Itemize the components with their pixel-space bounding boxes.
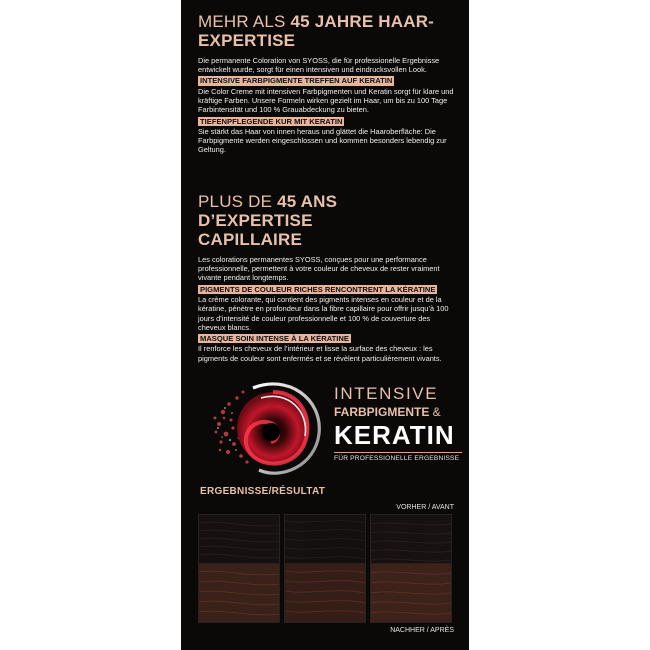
section-french [198, 192, 455, 363]
section-german [198, 12, 455, 155]
heading-german-bold-1: 45 JAHRE HAAR- [290, 12, 435, 31]
heading-german-thin: MEHR ALS [198, 12, 291, 31]
band-german-2: TIEFENPFLEGENDE KUR MIT KERATIN [200, 116, 343, 126]
text-french-1: La crème colorante, qui contient des pigments intenses en couleur et de la kératine, pénètre en profondeur dans la fibre capillaire pour offrir jusqu’à 100 jours d’intensité de couleur professionnelle et 100 % de couverture des cheveux blancs. [198, 295, 449, 332]
logo-text [334, 385, 462, 463]
heading-french-thin: PLUS DE [198, 192, 278, 211]
band-german-1: INTENSIVE FARBPIGMENTE TREFFEN AUF KERATIN [200, 76, 393, 86]
text-german-2: Sie stärkt das Haar von innen heraus und glättet die Haaroberfläche: Die Farbpigmente werden eingeschlossen und kommen besonders lebendig zur Geltung. [198, 127, 447, 155]
swirl-icon [201, 362, 331, 482]
logo-line-tagline: FÜR PROFESSIONELLE ERGEBNISSE [334, 455, 460, 462]
swatch-after-2 [284, 563, 366, 623]
logo-ampersand: & [429, 405, 441, 419]
swatch-after-1 [198, 563, 280, 623]
keratin-logo [201, 362, 466, 482]
intro-german: Die permanente Coloration von SYOSS, die für professionelle Ergebnisse entwickelt wurde, sorgt für einen intensiven und eindrucksvollen Look. [198, 56, 440, 75]
text-german-1: Die Color Creme mit intensiven Farbpigmenten und Keratin sorgt für klare und kräftige Farben. Unsere Formeln wirken gezielt im Haar, um bis zu 100 Tage Farbintensität und 100 % Grauabdeckung zu bieten. [198, 86, 454, 115]
swatch-before-2 [284, 514, 366, 564]
heading-french-bold-1: 45 ANS D’EXPERTISE [198, 192, 338, 230]
heading-french [198, 192, 455, 249]
heading-french-bold-2: CAPILLAIRE [198, 230, 302, 249]
band-french-2: MASQUE SOIN INTENSE À LA KÉRATINE [200, 333, 349, 343]
product-info-panel [181, 0, 469, 650]
band-french-1: PIGMENTS DE COULEUR RICHES RENCONTRENT LA KÉRATINE [200, 284, 436, 294]
results-title: ERGEBNISSE/RÉSULTAT [200, 486, 326, 497]
logo-divider [334, 452, 462, 453]
logo-line-keratin: KERATIN [334, 420, 455, 450]
intro-french: Les colorations permanentes SYOSS, conçues pour une performance professionnelle, permettent à votre couleur de cheveux de rester vraiment vivante pendant longtemps. [198, 255, 440, 283]
heading-german [198, 12, 455, 50]
logo-line-farbpigmente-text: FARBPIGMENTE [334, 405, 430, 419]
after-label: NACHHER / APRÈS [390, 627, 454, 634]
logo-line-intensive: INTENSIVE [334, 384, 439, 403]
text-french-2: Il renforce les cheveux de l’intérieur et lisse la surface des cheveux : les pigments de couleur sont enfermés et se révèlent particulièrement vivants. [198, 344, 442, 363]
swatch-after-3 [370, 563, 452, 623]
swatch-before-3 [370, 514, 452, 564]
swatch-before-1 [198, 514, 280, 564]
before-label: VORHER / AVANT [396, 504, 454, 511]
heading-german-bold-2: EXPERTISE [198, 31, 296, 50]
logo-line-farbpigmente [334, 405, 462, 420]
